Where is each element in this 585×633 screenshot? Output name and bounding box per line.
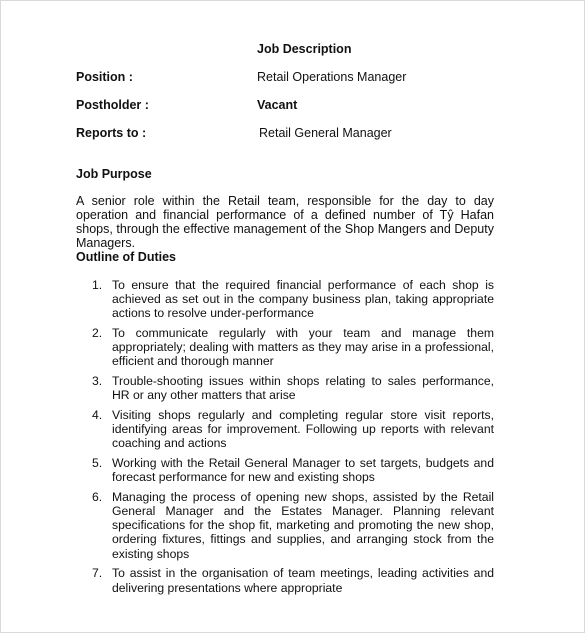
duty-number: 3. bbox=[92, 374, 103, 389]
position-value: Retail Operations Manager bbox=[257, 70, 407, 84]
postholder-row bbox=[76, 98, 556, 116]
reports-to-row bbox=[76, 126, 556, 144]
duty-item bbox=[92, 566, 494, 594]
duty-text: To communicate regularly with your team and manage them appropriately; dealing with matters as they may arise in a professional, efficient and thorough manner bbox=[112, 326, 494, 369]
document-heading: Job Description bbox=[257, 42, 352, 56]
duty-item bbox=[92, 278, 494, 320]
duty-number: 4. bbox=[92, 408, 103, 423]
position-label: Position : bbox=[76, 70, 133, 84]
reports-to-label: Reports to : bbox=[76, 126, 147, 140]
duty-number: 7. bbox=[92, 566, 103, 581]
duty-text: To ensure that the required financial performance of each shop is achieved as set out in the company business plan, taking appropriate actions to resolve under-performance bbox=[112, 278, 494, 321]
duty-item bbox=[92, 408, 494, 450]
duty-item bbox=[92, 374, 494, 402]
job-purpose-text: A senior role within the Retail team, responsible for the day to day operation and financial performance of a defined number of Tŷ Hafan shops, through the effective management of the Shop Mangers and Deputy Managers. bbox=[76, 194, 494, 250]
duty-item bbox=[92, 490, 494, 560]
duty-number: 5. bbox=[92, 456, 103, 471]
duties-title: Outline of Duties bbox=[76, 250, 176, 264]
duty-item bbox=[92, 456, 494, 484]
duty-text: Managing the process of opening new shops, assisted by the Retail General Manager and the Estates Manager. Planning relevant specifications for the shop fit, marketing and promoting the new shop, ordering fixtures, fittings and supplies, and arranging stock from the existing shops bbox=[112, 490, 494, 561]
duty-text: To assist in the organisation of team meetings, leading activities and delivering presentations where appropriate bbox=[112, 566, 494, 595]
duty-number: 2. bbox=[92, 326, 103, 341]
postholder-label: Postholder : bbox=[76, 98, 149, 112]
duty-text: Working with the Retail General Manager to set targets, budgets and forecast performance for new and existing shops bbox=[112, 456, 494, 485]
duty-number: 1. bbox=[92, 278, 103, 292]
duty-number: 6. bbox=[92, 490, 103, 505]
duty-item bbox=[92, 326, 494, 368]
postholder-value: Vacant bbox=[257, 98, 298, 112]
reports-to-value: Retail General Manager bbox=[259, 126, 392, 140]
job-purpose-title: Job Purpose bbox=[76, 167, 152, 181]
duty-text: Visiting shops regularly and completing regular store visit reports, identifying areas for improvement. Following up reports with relevant coaching and actions bbox=[112, 408, 494, 451]
duty-text: Trouble-shooting issues within shops relating to sales performance, HR or any other matters that arise bbox=[112, 374, 494, 403]
position-row bbox=[76, 70, 556, 88]
duties-list bbox=[92, 278, 494, 600]
